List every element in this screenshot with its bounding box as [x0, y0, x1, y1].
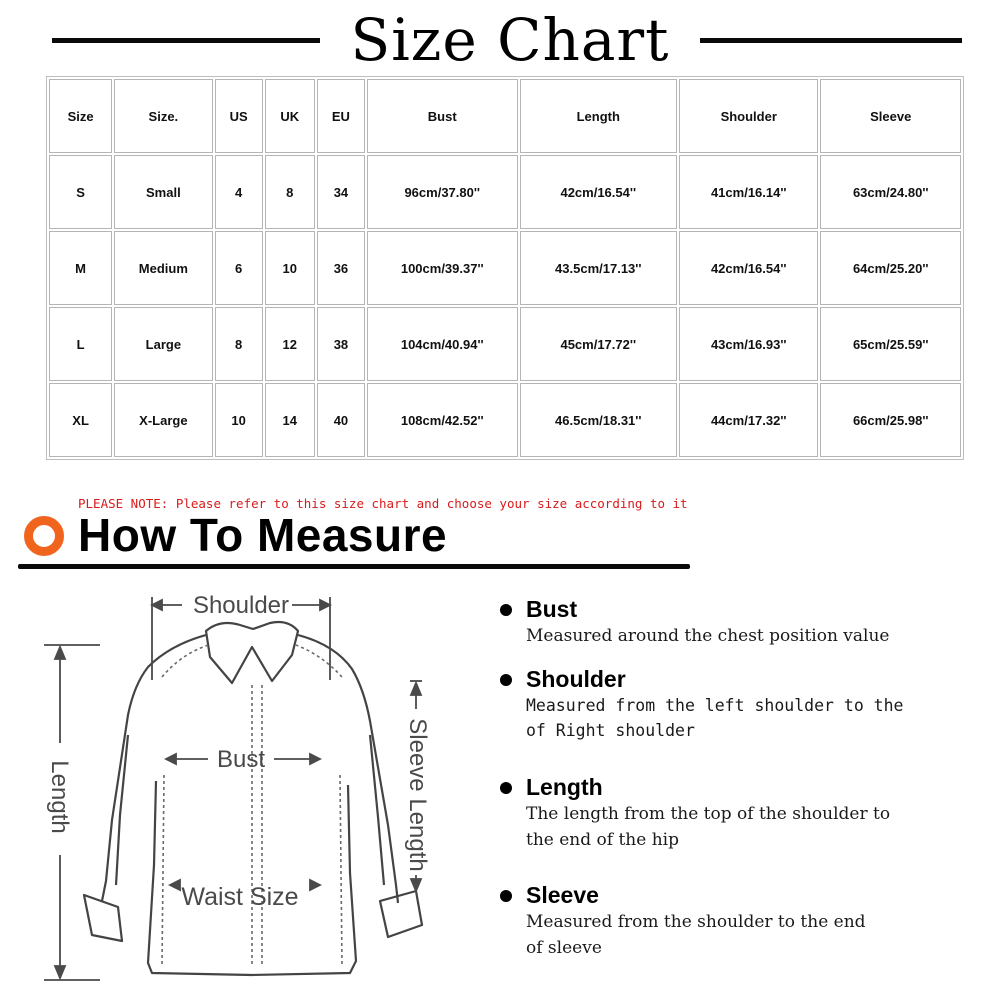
table-cell: 96cm/37.80''	[367, 155, 518, 229]
table-cell: 4	[215, 155, 263, 229]
definition-title	[496, 666, 986, 693]
bullet-icon	[500, 674, 512, 686]
table-cell: X-Large	[114, 383, 212, 457]
table-cell: 46.5cm/18.31''	[520, 383, 678, 457]
definition-title	[496, 882, 986, 909]
definition-title	[496, 596, 986, 623]
header-cell: Length	[520, 79, 678, 153]
header-cell: Bust	[367, 79, 518, 153]
table-cell: XL	[49, 383, 112, 457]
heading-rule	[18, 564, 690, 569]
table-cell: 43cm/16.93''	[679, 307, 818, 381]
table-cell: 100cm/39.37''	[367, 231, 518, 305]
orange-ring-icon	[24, 516, 64, 556]
table-cell: 64cm/25.20''	[820, 231, 961, 305]
definition-length	[496, 774, 986, 853]
table-row	[49, 307, 961, 381]
size-table	[46, 76, 964, 460]
table-cell: 12	[265, 307, 315, 381]
waist-size-label: Waist Size	[181, 883, 299, 911]
definition-text: The length from the top of the shoulder to the end of the hip	[526, 804, 891, 850]
table-cell: Large	[114, 307, 212, 381]
table-cell: 10	[215, 383, 263, 457]
definition-title	[496, 774, 986, 801]
table-cell: 42cm/16.54''	[679, 231, 818, 305]
table-cell: 65cm/25.59''	[820, 307, 961, 381]
table-cell: 43.5cm/17.13''	[520, 231, 678, 305]
table-cell: 10	[265, 231, 315, 305]
definition-title-text: Length	[526, 774, 603, 800]
bullet-icon	[500, 782, 512, 794]
table-row	[49, 155, 961, 229]
table-cell: 45cm/17.72''	[520, 307, 678, 381]
table-header-row	[49, 79, 961, 153]
definition-title-text: Shoulder	[526, 666, 626, 692]
definition-bust	[496, 596, 986, 649]
table-cell: Small	[114, 155, 212, 229]
table-cell: 8	[265, 155, 315, 229]
size-note: PLEASE NOTE: Please refer to this size chart and choose your size according to it	[78, 496, 688, 511]
table-cell: 6	[215, 231, 263, 305]
table-row	[49, 383, 961, 457]
shirt-outline	[84, 622, 422, 975]
header-cell: Size	[49, 79, 112, 153]
header-cell: US	[215, 79, 263, 153]
table-row	[49, 231, 961, 305]
table-cell: 8	[215, 307, 263, 381]
table-cell: 38	[317, 307, 365, 381]
bust-label: Bust	[216, 746, 266, 773]
sleeve-length-label: Sleeve Length	[404, 718, 431, 872]
title-rule-right	[700, 38, 962, 43]
header-cell: Size.	[114, 79, 212, 153]
header-cell: EU	[317, 79, 365, 153]
bullet-icon	[500, 604, 512, 616]
definition-text: Measured from the left shoulder to the of Right shoulder	[526, 696, 904, 740]
table-cell: 41cm/16.14''	[679, 155, 818, 229]
shirt-measure-diagram	[30, 585, 450, 990]
table-cell: 40	[317, 383, 365, 457]
table-cell: M	[49, 231, 112, 305]
definition-title-text: Sleeve	[526, 882, 599, 908]
table-cell: 14	[265, 383, 315, 457]
page-title: Size Chart	[350, 6, 670, 74]
table-cell: 66cm/25.98''	[820, 383, 961, 457]
table-cell: L	[49, 307, 112, 381]
table-cell: 108cm/42.52''	[367, 383, 518, 457]
definition-title-text: Bust	[526, 596, 578, 622]
title-rule-left	[52, 38, 320, 43]
table-cell: 104cm/40.94''	[367, 307, 518, 381]
how-to-measure-heading: How To Measure	[78, 509, 448, 561]
shirt-stitching	[162, 645, 342, 965]
shoulder-label: Shoulder	[192, 592, 290, 619]
definition-sleeve	[496, 882, 986, 961]
table-cell: 63cm/24.80''	[820, 155, 961, 229]
table-cell: 34	[317, 155, 365, 229]
definition-text: Measured from the shoulder to the end of sleeve	[526, 912, 866, 958]
bullet-icon	[500, 890, 512, 902]
table-cell: 42cm/16.54''	[520, 155, 678, 229]
length-label: Length	[46, 760, 73, 834]
table-cell: 36	[317, 231, 365, 305]
header-cell: Shoulder	[679, 79, 818, 153]
header-cell: Sleeve	[820, 79, 961, 153]
definition-text: Measured around the chest position value	[526, 626, 890, 646]
definition-shoulder	[496, 666, 986, 743]
table-cell: Medium	[114, 231, 212, 305]
table-cell: 44cm/17.32''	[679, 383, 818, 457]
header-cell: UK	[265, 79, 315, 153]
table-cell: S	[49, 155, 112, 229]
